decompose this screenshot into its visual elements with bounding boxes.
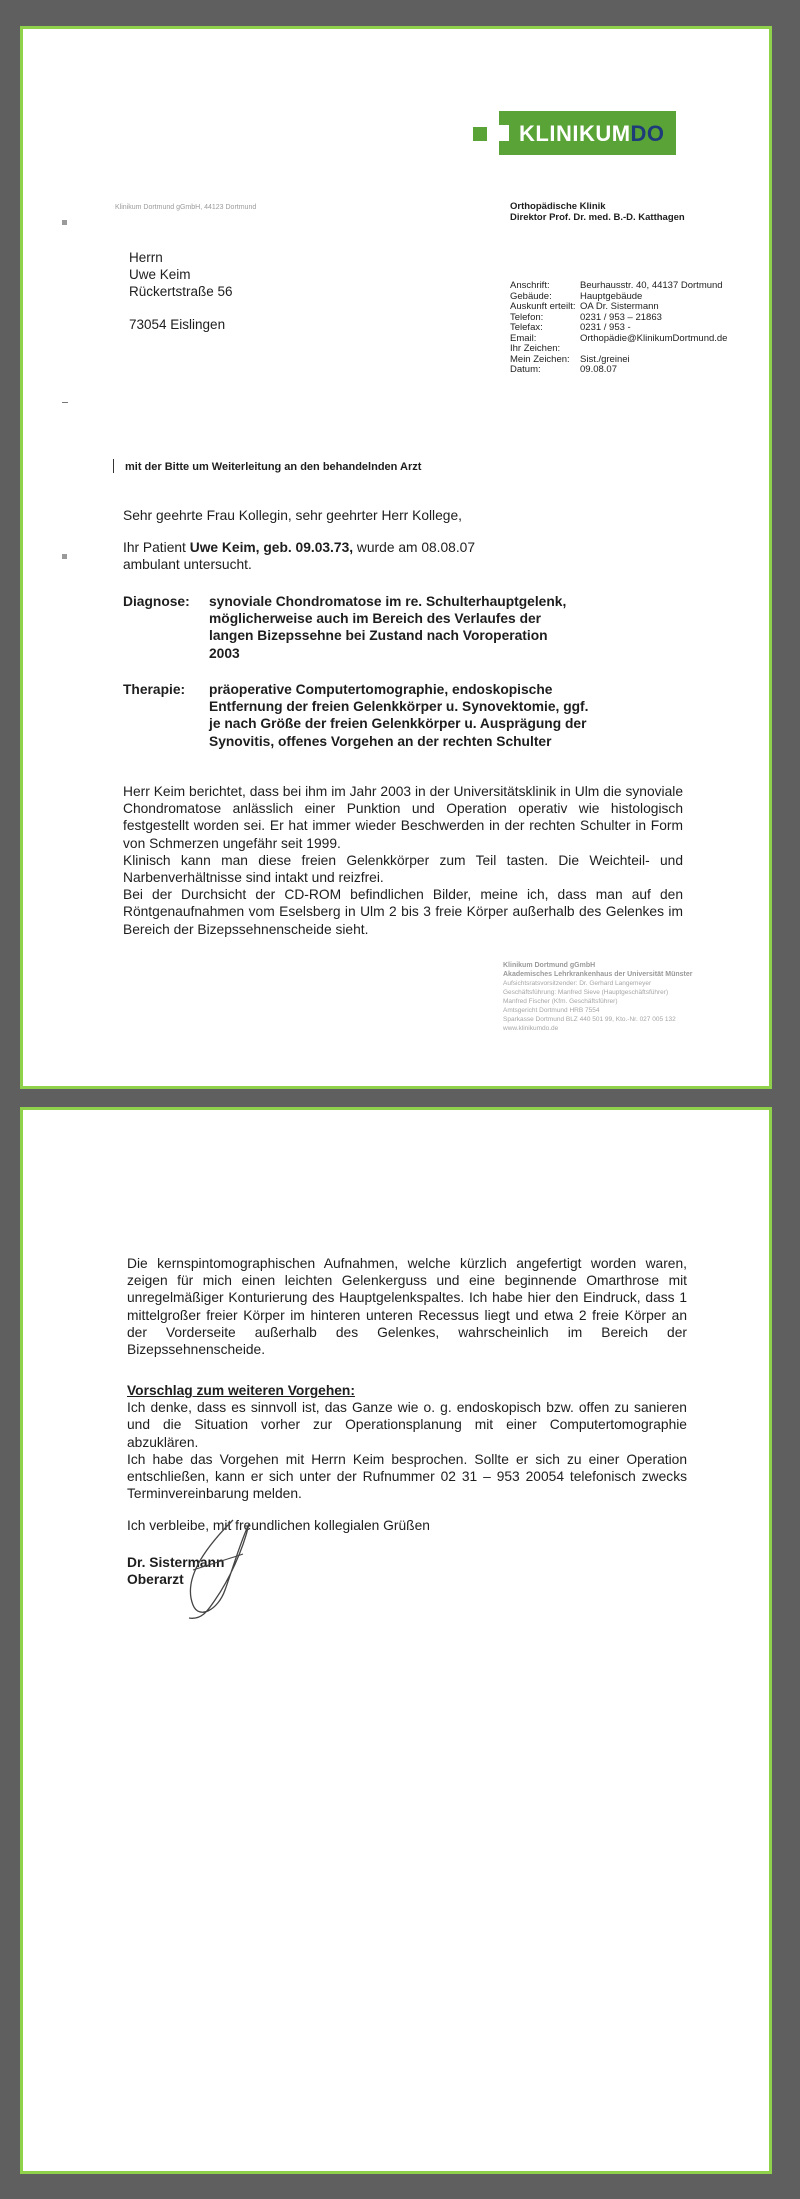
- paragraph: Klinisch kann man diese freien Gelenkkörper zum Teil tasten. Die Weichteil- und Narbenverhältnisse sind intakt und reizfrei.: [123, 852, 683, 886]
- diagnosis-section: [123, 593, 603, 662]
- therapy-label: Therapie:: [123, 682, 186, 697]
- contact-row: Ihr Zeichen:: [510, 343, 561, 354]
- paragraph: Herr Keim berichtet, dass bei ihm im Jahr 2003 in der Universitätsklinik in Ulm die synoviale Chondromatose anlässlich einer Punktion und Operation operativ wie histologisch festgestellt worden sei. Er hat immer wieder Beschwerden in der rechten Schulter in Form von Schmerzen ungefähr seit 1999.: [123, 784, 683, 851]
- margin-bar: [113, 459, 114, 473]
- letter-page-1: KLINIKUMDO Klinikum Dortmund gGmbH, 44123 Dortmund Orthopädische Klinik Direktor Prof. Dr. med. B.-D. Katthagen Herrn Uwe Keim Rückertstraße 56 73054 Eislingen Anschrift: Beurhausstr. 40, 44137 Dortmund Gebäude: Hauptgebäude Auskunft erteilt: OA Dr. Sistermann Telefon: 0231 / 953 – 21863 Telefax: 0231 / 953 - Email: Orthopädie@KlinikumDortmund.de Ihr Zeichen: Mein Zeichen: Sist./greinei Datum: 09.08.07 mit der Bitte um Weiterleitung an den behandelnden Arzt Sehr geehrte Frau Kollegin, sehr geehrter Herr Kollege, Ihr Patient Uwe Keim, geb. 09.03.73, wurde am 08.08.07 ambulant untersucht. Diagnose: synoviale Chondromatose im re. Schulterhauptgelenk, möglicherweise auch im Bereich des Verlaufes der langen Bizepssehne bei Zustand nach Voroperation 2003 Therapie: präoperative Computertomographie, endoskopische Entfernung der freien Gelenkkörper u. Synovektomie, ggf. je nach Größe der freien Gelenkkörper u. Ausprägung der Synovitis, offenes Vorgehen an der rechten Schulter Herr Keim berichtet, dass bei ihm im Jahr 2003 in der Universitätsklinik in Ulm die synoviale Chondromatose anlässlich einer Punktion und Operation operativ wie histologisch festgestellt worden sei. Er hat immer wieder Beschwerden in der rechten Schulter in Form von Schmerzen ungefähr seit 1999. Klinisch kann man diese freien Gelenkkörper zum Teil tasten. Die Weichteil- und Narbenverhältnisse sind intakt und reizfrei. Bei der Durchsicht der CD-ROM befindlichen Bilder, meine ich, dass man auf den Röntgenaufnahmen vom Eselsberg in Ulm 2 bis 3 freie Körper außerhalb des Gelenkes im Bereich der Bizepssehnenscheide sieht. Klinikum Dortmund gGmbH Akademisches Lehrkrankenhaus der Universität Münster Aufsichtsratsvorsitzender: Dr. Gerhard Langemeyer Geschäftsführung: Manfred Sieve (Hauptgeschäftsführer) Manfred Fischer (Kfm. Geschäftsführer) Amtsgericht Dortmund HRB 7554 Sparkasse Dortmund BLZ 440 501 99, Kto.-Nr. 027 005 132 www.klinikumdo.de: [20, 26, 772, 1089]
- findings-text: [123, 783, 683, 938]
- contact-row: Mein Zeichen: Sist./greinei: [510, 353, 630, 365]
- therapy-section: [123, 681, 603, 750]
- diagnosis-text: synoviale Chondromatose im re. Schulterhauptgelenk, möglicherweise auch im Bereich des Verlaufes der langen Bizepssehne bei Zustand nach Voroperation 2003: [209, 594, 567, 661]
- signer-name: Dr. Sistermann: [127, 1555, 225, 1570]
- contact-row: Anschrift: Beurhausstr. 40, 44137 Dortmund: [510, 280, 723, 291]
- paragraph: Ich denke, dass es sinnvoll ist, das Ganze wie o. g. endoskopisch bzw. offen zu sanieren und die Situation vorher zur Operationsplanung mit einer Computertomographie abzuklären.: [127, 1400, 687, 1450]
- signer-role: Oberarzt: [127, 1572, 184, 1588]
- contact-row: Email: Orthopädie@KlinikumDortmund.de: [510, 332, 728, 344]
- contact-row: Datum: 09.08.07: [510, 364, 617, 375]
- therapy-text: präoperative Computertomographie, endoskopische Entfernung der freien Gelenkkörper u. Synovektomie, ggf. je nach Größe der freien Gelenkkörper u. Ausprägung der Synovitis, offenes Vorgehen an der rechten Schulter: [209, 682, 589, 749]
- sender-return-line: Klinikum Dortmund gGmbH, 44123 Dortmund: [115, 204, 257, 211]
- punch-mark: [62, 554, 67, 559]
- letter-footer: Klinikum Dortmund gGmbH Akademisches Lehrkrankenhaus der Universität Münster Aufsichtsratsvorsitzender: Dr. Gerhard Langemeyer Geschäftsführung: Manfred Sieve (Hauptgeschäftsführer) Manfred Fischer (Kfm. Geschäftsführer) Amtsgericht Dortmund HRB 7554 Sparkasse Dortmund BLZ 440 501 99, Kto.-Nr. 027 005 132 www.klinikumdo.de: [503, 962, 693, 1032]
- letter-page-2: [20, 1107, 772, 2174]
- paragraph: Ich habe das Vorgehen mit Herrn Keim besprochen. Sollte er sich zu einer Operation entschließen, kann er sich unter der Rufnummer 02 31 – 953 20054 telefonisch zwecks Terminvereinbarung melden.: [127, 1451, 687, 1502]
- diagnosis-label: Diagnose:: [123, 594, 190, 609]
- contact-row: Telefon: 0231 / 953 – 21863: [510, 311, 662, 323]
- mri-findings-paragraph: Die kernspintomographischen Aufnahmen, welche kürzlich angefertigt worden waren, zeigen für mich einen leichten Gelenkerguss und eine beginnende Omarthrose mit unregelmäßiger Konturierung des Hauptgelenkspaltes. Ich habe hier den Eindruck, dass 1 mittelgroßer freier Körper im hinteren unteren Recessus liegt und etwa 2 freie Körper an der Vorderseite außerhalb des Gelenkes, wahrscheinlich im Bereich der Bizepssehnenscheide.: [127, 1256, 687, 1358]
- contact-row: Telefax: 0231 / 953 -: [510, 322, 631, 333]
- proposal-section: [127, 1382, 687, 1502]
- clinic-name: Orthopädische Klinik: [510, 201, 606, 212]
- recipient-salutation: Herrn: [129, 250, 163, 265]
- handwritten-signature: [163, 1510, 283, 1630]
- clinic-header: [510, 201, 685, 223]
- recipient-city: 73054 Eislingen: [129, 317, 226, 332]
- recipient-street: Rückertstraße 56: [129, 284, 233, 299]
- clinic-director: Direktor Prof. Dr. med. B.-D. Katthagen: [510, 212, 685, 223]
- closing-line: Ich verbleibe, mit freundlichen kollegialen Grüßen: [127, 1518, 430, 1533]
- fold-mark: [62, 402, 68, 403]
- greeting: Sehr geehrte Frau Kollegin, sehr geehrter Herr Kollege,: [123, 508, 462, 523]
- intro-paragraph: Ihr Patient Uwe Keim, geb. 09.03.73, wurde am 08.08.07 ambulant untersucht.: [123, 540, 476, 573]
- recipient-name: Uwe Keim: [129, 267, 191, 282]
- proposal-heading: Vorschlag zum weiteren Vorgehen:: [127, 1383, 355, 1398]
- contact-block: [510, 281, 727, 376]
- fold-mark: [62, 220, 67, 225]
- forwarding-note: mit der Bitte um Weiterleitung an den behandelnden Arzt: [125, 461, 422, 473]
- recipient-address: [129, 249, 233, 333]
- contact-row: Gebäude: Hauptgebäude: [510, 290, 643, 302]
- paragraph: Bei der Durchsicht der CD-ROM befindlichen Bilder, meine ich, dass man auf den Röntgenaufnahmen vom Eselsberg in Ulm 2 bis 3 freie Körper außerhalb des Gelenkes im Bereich der Bizepssehnenscheide sieht.: [123, 887, 683, 937]
- contact-row: Auskunft erteilt: OA Dr. Sistermann: [510, 301, 659, 312]
